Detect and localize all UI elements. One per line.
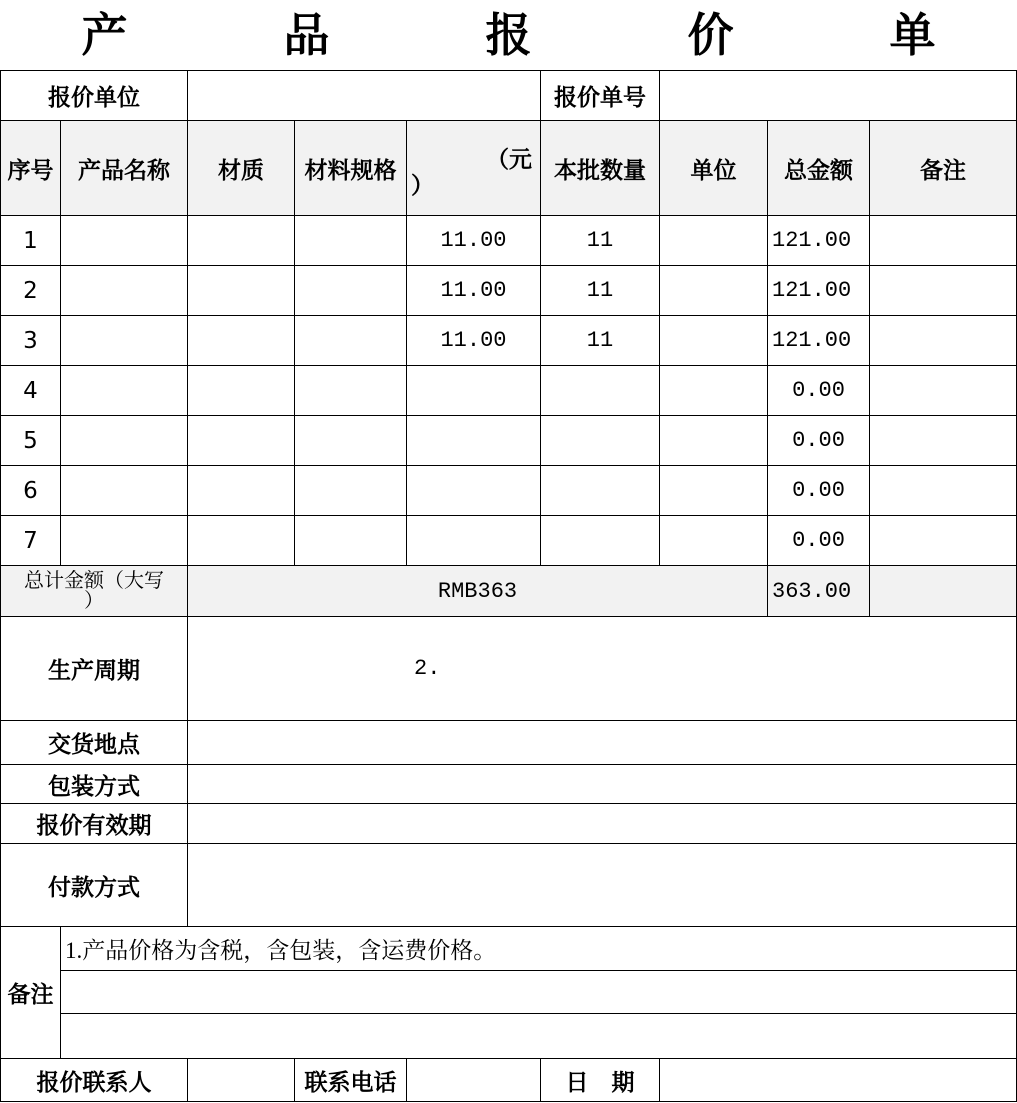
row-4-price[interactable] [406, 365, 541, 416]
row-5-no: 5 [0, 415, 61, 466]
quote-validity-label: 报价有效期 [0, 803, 188, 844]
row-7-remark[interactable] [869, 515, 1017, 566]
unit-price-header-top: （元 [486, 147, 532, 173]
production-cycle-label: 生产周期 [0, 616, 188, 721]
row-3-material[interactable] [187, 315, 295, 366]
row-2-no: 2 [0, 265, 61, 316]
row-7-total: 0.00 [767, 515, 870, 566]
row-1-name[interactable] [60, 215, 188, 266]
row-2-qty[interactable]: 11 [540, 265, 660, 316]
production-cycle-field[interactable]: 2. [187, 616, 1017, 721]
date-field[interactable] [659, 1058, 1017, 1102]
row-5-name[interactable] [60, 415, 188, 466]
quote-unit-label: 报价单位 [0, 70, 188, 121]
date-label: 日 期 [540, 1058, 660, 1102]
row-6-qty[interactable] [540, 465, 660, 516]
row-1-price[interactable]: 11.00 [406, 215, 541, 266]
payment-method-field[interactable] [187, 843, 1017, 927]
row-1-no: 1 [0, 215, 61, 266]
header-remark: 备注 [869, 120, 1017, 216]
header-product-name: 产品名称 [60, 120, 188, 216]
contact-phone-field[interactable] [406, 1058, 541, 1102]
notes-label: 备注 [0, 926, 61, 1059]
row-6-material[interactable] [187, 465, 295, 516]
row-4-total: 0.00 [767, 365, 870, 416]
row-5-material[interactable] [187, 415, 295, 466]
quote-validity-field[interactable] [187, 803, 1017, 844]
total-label [0, 565, 188, 617]
row-2-unit[interactable] [659, 265, 768, 316]
row-3-total: 121.00 [767, 315, 870, 366]
row-1-material[interactable] [187, 215, 295, 266]
contact-person-label: 报价联系人 [0, 1058, 188, 1102]
row-4-spec[interactable] [294, 365, 407, 416]
row-5-price[interactable] [406, 415, 541, 466]
page-title: 产 品 报 价 单 [81, 8, 1006, 62]
row-4-unit[interactable] [659, 365, 768, 416]
row-4-material[interactable] [187, 365, 295, 416]
header-unit-price [406, 120, 541, 216]
row-5-remark[interactable] [869, 415, 1017, 466]
row-1-remark[interactable] [869, 215, 1017, 266]
quote-unit-field[interactable] [187, 70, 541, 121]
row-1-total: 121.00 [767, 215, 870, 266]
packaging-label: 包装方式 [0, 764, 188, 804]
note-line-3[interactable] [60, 1013, 1017, 1059]
row-5-total: 0.00 [767, 415, 870, 466]
row-1-unit[interactable] [659, 215, 768, 266]
row-3-unit[interactable] [659, 315, 768, 366]
row-7-spec[interactable] [294, 515, 407, 566]
header-material: 材质 [187, 120, 295, 216]
row-4-no: 4 [0, 365, 61, 416]
row-2-material[interactable] [187, 265, 295, 316]
row-7-name[interactable] [60, 515, 188, 566]
row-3-qty[interactable]: 11 [540, 315, 660, 366]
row-6-unit[interactable] [659, 465, 768, 516]
header-quantity: 本批数量 [540, 120, 660, 216]
delivery-place-label: 交货地点 [0, 720, 188, 765]
header-no: 序号 [0, 120, 61, 216]
row-7-price[interactable] [406, 515, 541, 566]
row-2-price[interactable]: 11.00 [406, 265, 541, 316]
row-3-no: 3 [0, 315, 61, 366]
row-3-name[interactable] [60, 315, 188, 366]
payment-method-label: 付款方式 [0, 843, 188, 927]
row-5-spec[interactable] [294, 415, 407, 466]
packaging-field[interactable] [187, 764, 1017, 804]
row-3-remark[interactable] [869, 315, 1017, 366]
total-remark [869, 565, 1017, 617]
total-in-words: RMB363 [187, 565, 768, 617]
row-6-no: 6 [0, 465, 61, 516]
row-4-qty[interactable] [540, 365, 660, 416]
row-2-name[interactable] [60, 265, 188, 316]
row-5-qty[interactable] [540, 415, 660, 466]
row-2-remark[interactable] [869, 265, 1017, 316]
row-2-spec[interactable] [294, 265, 407, 316]
row-5-unit[interactable] [659, 415, 768, 466]
row-7-qty[interactable] [540, 515, 660, 566]
row-3-price[interactable]: 11.00 [406, 315, 541, 366]
header-unit: 单位 [659, 120, 768, 216]
row-6-remark[interactable] [869, 465, 1017, 516]
total-label-line-1: 总计金额（大写 [24, 570, 164, 592]
total-amount: 363.00 [767, 565, 870, 617]
row-1-qty[interactable]: 11 [540, 215, 660, 266]
row-7-unit[interactable] [659, 515, 768, 566]
row-6-total: 0.00 [767, 465, 870, 516]
unit-price-header-bottom: ） [411, 173, 434, 199]
delivery-place-field[interactable] [187, 720, 1017, 765]
row-6-spec[interactable] [294, 465, 407, 516]
row-6-price[interactable] [406, 465, 541, 516]
row-2-total: 121.00 [767, 265, 870, 316]
header-spec: 材料规格 [294, 120, 407, 216]
row-1-spec[interactable] [294, 215, 407, 266]
contact-person-field[interactable] [187, 1058, 295, 1102]
note-line-2[interactable] [60, 970, 1017, 1014]
quote-no-field[interactable] [659, 70, 1017, 121]
contact-phone-label: 联系电话 [294, 1058, 407, 1102]
row-6-name[interactable] [60, 465, 188, 516]
row-3-spec[interactable] [294, 315, 407, 366]
total-label-line-2: ） [84, 590, 104, 612]
quote-no-label: 报价单号 [540, 70, 660, 121]
note-line-1[interactable]: 1.产品价格为含税，含包装，含运费价格。 [60, 926, 1017, 971]
header-total: 总金额 [767, 120, 870, 216]
row-4-name[interactable] [60, 365, 188, 416]
row-7-material[interactable] [187, 515, 295, 566]
row-7-no: 7 [0, 515, 61, 566]
row-4-remark[interactable] [869, 365, 1017, 416]
